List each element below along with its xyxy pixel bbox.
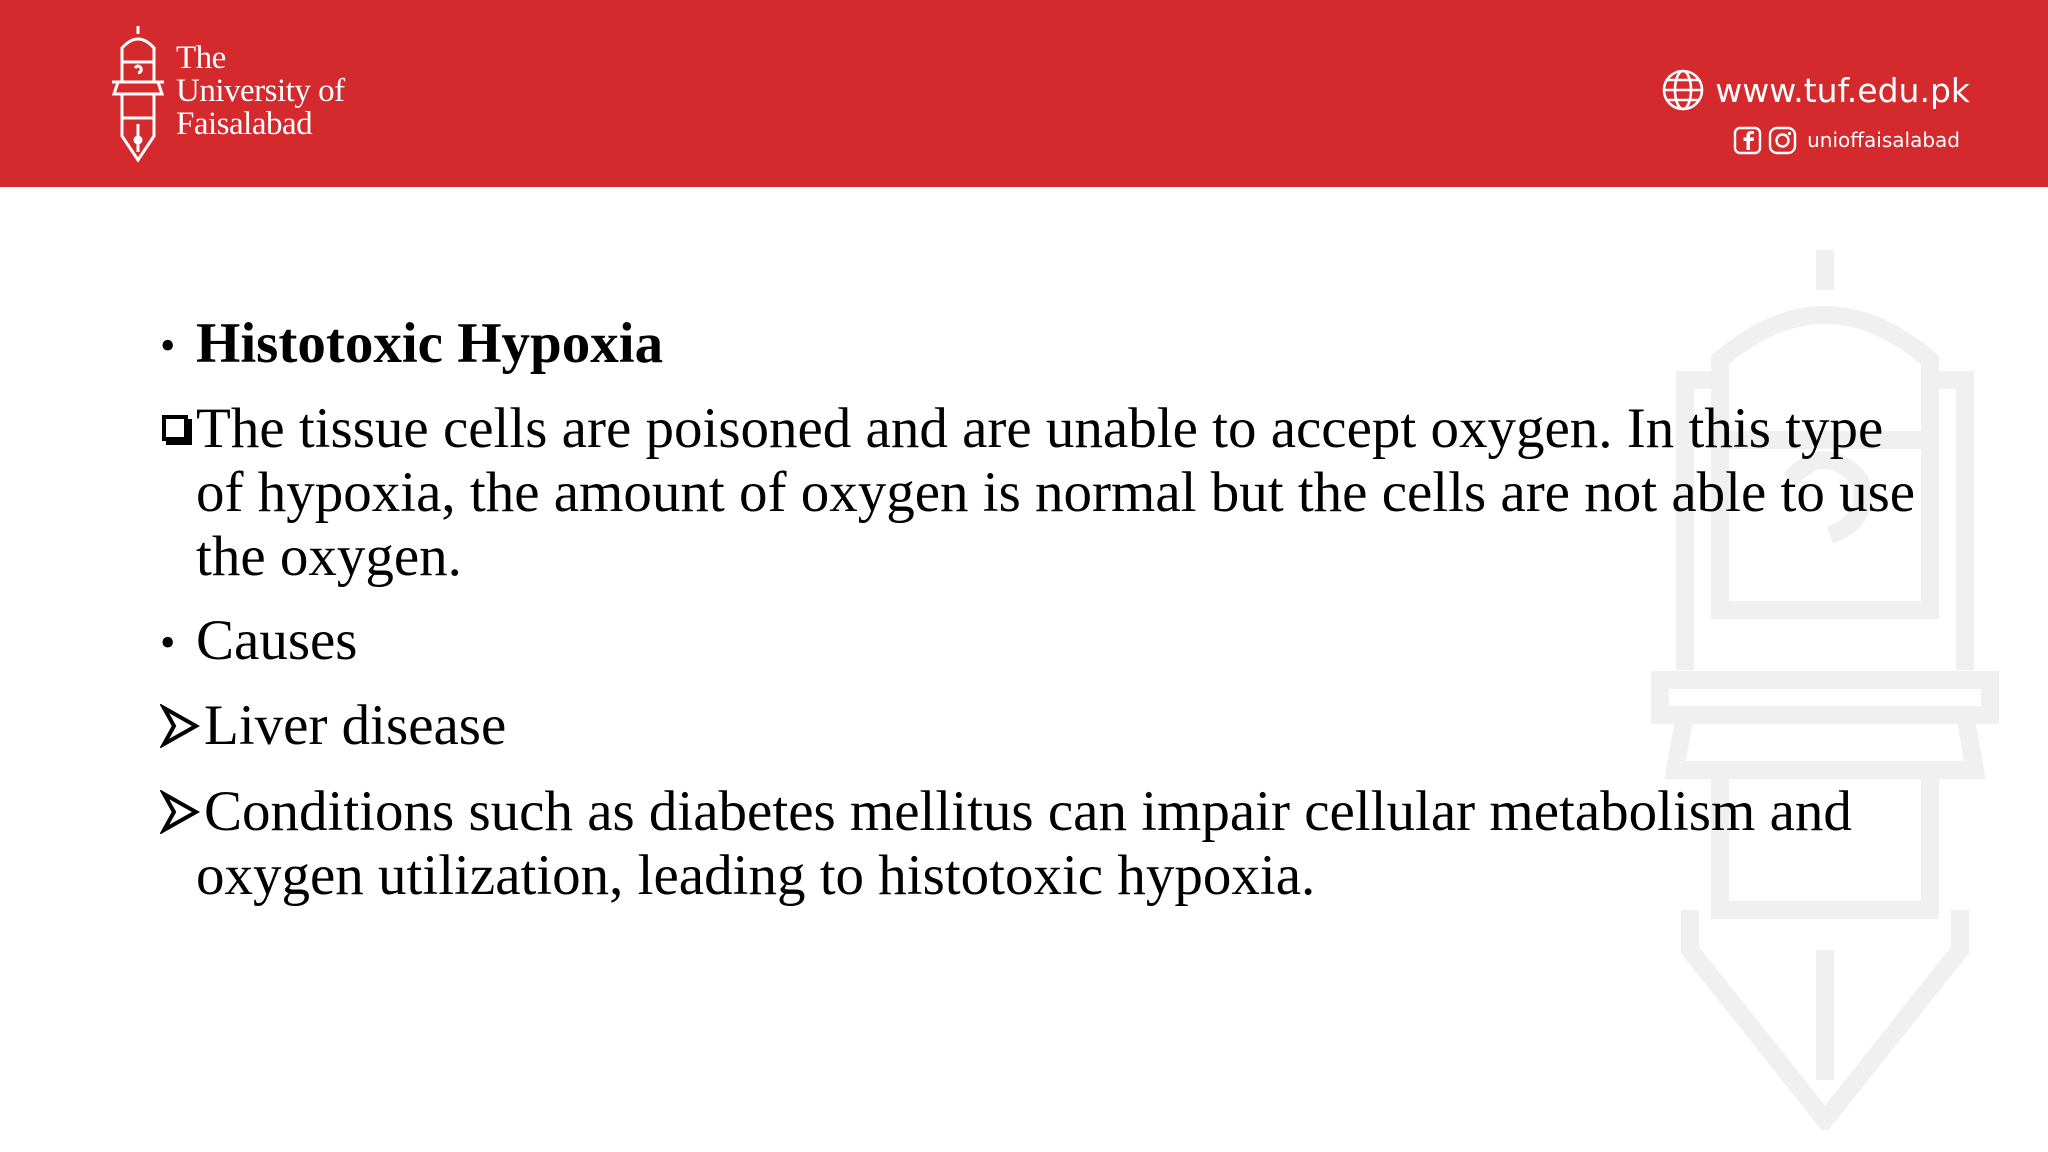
logo-line-faisalabad: Faisalabad [176,106,313,142]
bullet-icon: • [160,321,176,370]
cause-item [158,694,1918,758]
cause-text: Conditions such as diabetes mellitus can impair cellular metabolism and oxygen utilization, leading to histotoxic hypoxia. [196,780,1852,907]
checkbox-bullet-icon [162,415,188,441]
social-links [1733,124,1960,156]
bullet-icon: • [160,618,176,667]
website-url: www.tuf.edu.pk [1715,70,1970,110]
instagram-icon[interactable] [1768,126,1797,155]
arrow-bullet-icon [160,704,200,748]
arrow-bullet-icon [160,790,200,834]
cause-text: Liver disease [204,694,507,757]
minaret-logo-icon [108,24,168,166]
slide-heading: Histotoxic Hypoxia [196,312,664,375]
facebook-icon[interactable] [1733,126,1762,155]
globe-icon [1661,68,1705,112]
contact-info [1550,64,1970,164]
logo-line-university: University of [176,73,345,109]
logo-line-the: The [176,40,226,76]
slide-content [158,312,1918,908]
description-item [158,397,1918,589]
social-handle: unioffaisalabad [1807,128,1960,152]
heading-item [158,312,1918,376]
header-bar [0,0,2048,187]
causes-item [158,609,1918,673]
university-name [176,42,345,141]
website-link[interactable] [1661,64,1970,116]
university-logo[interactable] [108,24,368,166]
description-text: The tissue cells are poisoned and are unable to accept oxygen. In this type of hypoxia, the amount of oxygen is normal but the cells are not able to use the oxygen. [196,397,1916,588]
causes-label: Causes [196,609,358,672]
cause-item [158,780,1918,908]
